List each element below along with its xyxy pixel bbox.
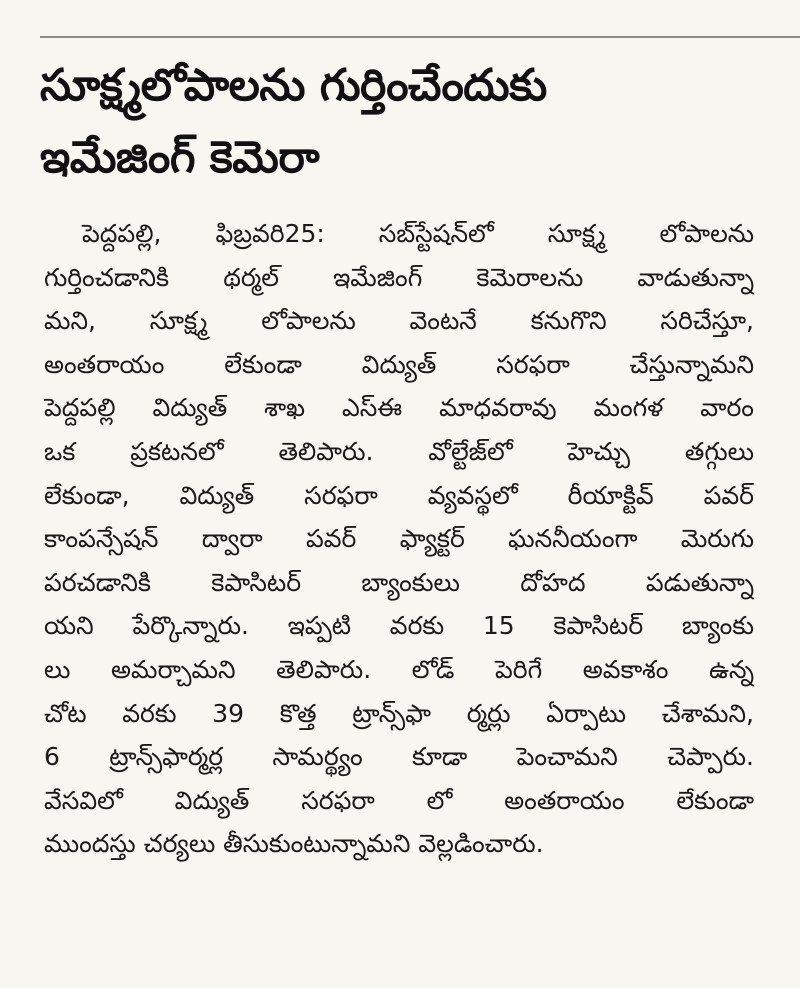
glyph-fragment: [735, 0, 775, 9]
article-body: [44, 212, 754, 866]
body-line: లు అమర్చామని తెలిపారు. లోడ్ పెరిగే అవకాశం ఉన్న: [44, 654, 754, 684]
body-line: పెద్దపల్లి, ఫిబ్రవరి25: సబ్‌స్టేషన్‌లో సూక్ష్మ లోపాలను: [82, 219, 754, 248]
glyph-fragment: [520, 981, 540, 988]
body-line: ఒక ప్రకటనలో తెలిపారు. వోల్టేజ్‌లో హెచ్చు తగ్గులు: [44, 436, 754, 466]
body-line: అంతరాయం లేకుండా విద్యుత్ సరఫరా చేస్తున్నామని: [44, 349, 754, 379]
body-line: ముందస్తు చర్యలు తీసుకుంటున్నామని వెల్లడించారు.: [44, 829, 544, 859]
body-line: మని, సూక్ష్మ లోపాలను వెంటనే కనుగొని సరిచేస్తూ,: [44, 306, 754, 336]
glyph-fragment: [40, 0, 54, 9]
body-line: లేకుండా, విద్యుత్ సరఫరా వ్యవస్థలో రీయాక్టివ్ పవర్: [44, 480, 754, 510]
body-line: వేసవిలో విద్యుత్ సరఫరా లో అంతరాయం లేకుండా: [44, 785, 754, 815]
glyph-fragment: [150, 0, 240, 9]
cropped-text-above: [0, 0, 800, 14]
body-line: చోట వరకు 39 కొత్త ట్రాన్స్‌ఫా ర్మర్లు ఏర్పాటు చేశామని,: [44, 698, 754, 728]
column-divider-rule: [40, 36, 800, 38]
body-line: పెద్దపల్లి విద్యుత్ శాఖ ఎస్ఈ మాధవరావు మంగళ వారం: [44, 393, 754, 423]
body-line: గుర్తించడానికి థర్మల్ ఇమేజింగ్ కెమెరాలను వాడుతున్నా: [44, 262, 754, 292]
body-line: యని పేర్కొన్నారు. ఇప్పటి వరకు 15 కెపాసిటర్ బ్యాంకు: [44, 611, 754, 641]
glyph-fragment: [470, 981, 500, 988]
cropped-text-below: [0, 978, 800, 988]
body-line: కాంపన్సేషన్ ద్వారా పవర్ ఫ్యాక్టర్ ఘననీయంగా మెరుగు: [44, 524, 754, 554]
glyph-fragment: [600, 0, 660, 9]
body-line: పరచడానికి కెపాసిటర్ బ్యాంకులు దోహద పడుతున్నా: [44, 567, 754, 597]
glyph-fragment: [70, 0, 130, 9]
body-line: 6 ట్రాన్స్‌ఫార్మర్ల సామర్థ్యం కూడా పెంచామని చెప్పారు.: [44, 742, 754, 772]
glyph-fragment: [690, 0, 720, 9]
glyph-fragment: [260, 0, 380, 9]
headline-line-2: ఇమేజింగ్ కెమెరా: [40, 132, 320, 183]
glyph-fragment: [400, 0, 550, 9]
glyph-fragment: [48, 981, 88, 988]
headline-line-1: సూక్ష్మలోపాలను గుర్తించేందుకు: [40, 60, 547, 111]
